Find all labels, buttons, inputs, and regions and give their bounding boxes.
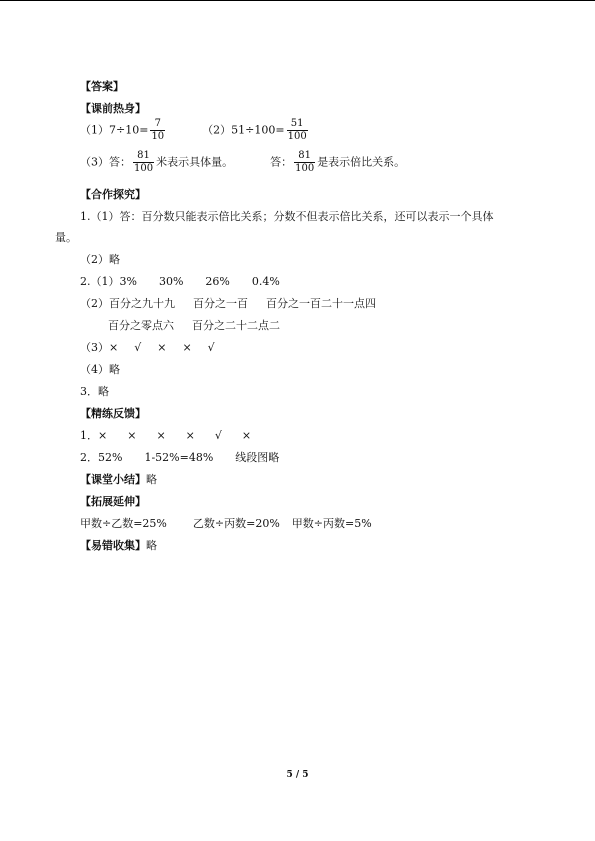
- explore-p2-4: （4）略: [80, 363, 120, 376]
- explore-p2-2a: （2）百分之九十九 百分之一百 百分之一百二十一点四: [80, 297, 376, 310]
- extend-heading: 【拓展延伸】: [80, 495, 146, 508]
- mistakes-heading: 【易错收集】: [80, 539, 146, 552]
- fraction-81-100-a: $\frac{81}{100}$: [134, 150, 154, 174]
- fraction-51-100: $\frac{51}{100}$: [287, 118, 307, 142]
- warmup-q2-label: （2）51÷100=: [202, 123, 285, 137]
- explore-p2-1: 2.（1）3% 30% 26% 0.4%: [80, 275, 280, 288]
- fraction-7-10: $\frac{7}{10}$: [151, 118, 165, 142]
- explore-p1-line1: 1.（1）答：百分数只能表示倍比关系；分数不但表示倍比关系，还可以表示一个具体: [80, 210, 494, 223]
- mistakes-line: 【易错收集】略: [80, 539, 157, 552]
- answer-heading: 【答案】: [80, 80, 124, 93]
- explore-p3: 3．略: [80, 385, 109, 398]
- page-number: 5 / 5: [286, 770, 309, 780]
- explore-p1-2: （2）略: [80, 253, 120, 266]
- summary-heading: 【课堂小结】: [80, 473, 146, 486]
- feedback-line2: 2．52% 1-52%=48% 线段图略: [80, 451, 280, 464]
- explore-p2-3: （3）× √ × × √: [80, 341, 215, 354]
- fraction-81-100-b: $\frac{81}{100}$: [295, 150, 315, 174]
- warmup-q1-q2: [80, 118, 310, 143]
- warmup-q1-label: （1）7÷10=: [80, 123, 149, 137]
- warmup-q3: （3）答： $\frac{81}{100}$ 米表示具体量。 答： $\frac{81}{100}$ 是表示倍比关系。: [80, 150, 406, 174]
- extend-items: 甲数÷乙数=25% 乙数÷丙数=20% 甲数÷丙数=5%: [80, 517, 372, 530]
- warmup-heading: 【课前热身】: [80, 102, 146, 115]
- top-border-line: [0, 0, 595, 1]
- explore-p2-2b: 百分之零点六 百分之二十二点二: [108, 319, 280, 332]
- feedback-heading: 【精练反馈】: [80, 407, 146, 420]
- explore-heading: 【合作探究】: [80, 188, 146, 201]
- explore-p1-line2: 量。: [55, 231, 77, 244]
- summary-line: 【课堂小结】略: [80, 473, 157, 486]
- feedback-line1: 1．× × × × √ ×: [80, 429, 252, 442]
